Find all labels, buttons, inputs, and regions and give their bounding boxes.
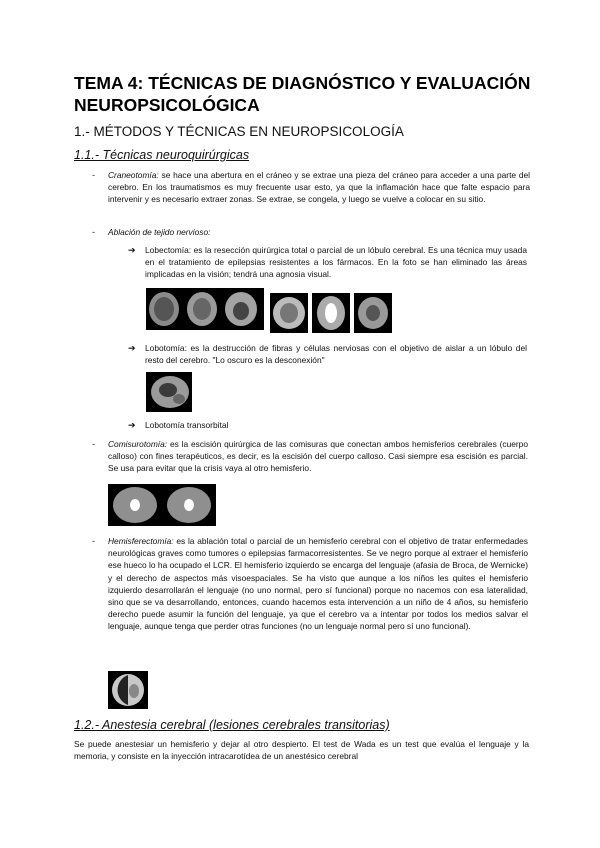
hemisferectomia-label: Hemisferectomía: [108, 536, 174, 546]
craneotomia-label: Craneotomía: [108, 170, 159, 180]
hemisferectomia-text: es la ablación total o parcial de un hemisferio cerebral con el objetivo de tratar enfermedades neurológicas graves como tumores o epilepsias farmacorresistentes. Se ve negro porque al extraer el hemisferio ese hueco lo ha ocupado el LCR. El hemisferio izquierdo se encarga del lenguaje (afasia de Broca, de Wernicke) y el derecho de aspectos más visoespaciales. Se ha visto que aunque a los niños les quites el hemisferio izquierdo desarrollarán el lenguaje (no uno normal, pero sí funcional) porque no nacemos con esa lateralidad, sino que se va desarrollando, entonces, cuando hacemos esta intervención a un niño de 4 años, su hemisferio derecho puede asumir la función del lenguaje, ya que el cerebro va a intentar por todos los medios salvar el lenguaje, aunque tenga que perder otras funciones (no un lenguaje normal pero sí uno funcional). [108, 536, 528, 632]
section-heading: 1.- MÉTODOS Y TÉCNICAS EN NEUROPSICOLOGÍA [74, 124, 404, 139]
arrow-marker: ➔ [128, 245, 136, 255]
bullet-marker: - [92, 536, 95, 546]
comisurotomia-label: Comisurotomía: [108, 439, 168, 449]
lobotomia-transorbital-label: Lobotomía transorbital [145, 420, 229, 430]
lobectomia-paragraph: Lobectomía: es la resección quirúrgica total o parcial de un lóbulo cerebral. Es una técnica muy usada en el tratamiento de epilepsias resistentes a los fármacos. En la foto se han eliminado las áreas implicadas en la visión; tendrá una agnosia visual. [145, 245, 527, 280]
subsection-heading-2: 1.2.- Anestesia cerebral (lesiones cerebrales transitorias) [74, 718, 390, 732]
comisurotomia-paragraph [108, 438, 528, 475]
lobotomy-mri-image [146, 372, 192, 412]
anestesia-paragraph: Se puede anestesiar un hemisferio y dejar al otro despierto. El test de Wada es un test que evalúa el lenguaje y la memoria, y consiste en la inyección intracarotídea de un anestésico cerebral [74, 739, 529, 762]
comisurotomia-mri-image [108, 484, 216, 526]
arrow-marker: ➔ [128, 343, 136, 353]
bullet-marker: - [92, 227, 95, 237]
comisurotomia-text: es la escisión quirúrgica de las comisuras que conectan ambos hemisferios cerebrales (cuerpo calloso) con fines terapéuticos, es decir, es la escisión del cuerpo calloso. Casi siempre esa escisión es parcial. Se usa para evitar que la crisis vaya al otro hemisferio. [108, 439, 528, 474]
arrow-marker: ➔ [128, 420, 136, 430]
lobectomy-mri-image-a [146, 288, 264, 330]
bullet-marker: - [92, 439, 95, 449]
lobectomy-mri-image-b [268, 288, 394, 333]
craneotomia-paragraph [108, 169, 530, 206]
lobotomia-paragraph: Lobotomía: es la destrucción de fibras y células nerviosas con el objetivo de aislar a un lóbulo del resto del cerebro. "Lo oscuro es la desconexión" [145, 343, 527, 366]
hemisferectomia-paragraph [108, 535, 528, 633]
page-title: TEMA 4: TÉCNICAS DE DIAGNÓSTICO Y EVALUACIÓN NEUROPSICOLÓGICA [74, 73, 531, 115]
hemisferectomia-mri-image [108, 671, 148, 709]
craneotomia-text: se hace una abertura en el cráneo y se extrae una pieza del cráneo para acceder a una parte del cerebro. En los traumatismos es muy frecuente usar esto, ya que la inflamación hace que falte espacio para intervenir y es necesario extraer zonas. Se extrae, se congela, y luego se vuelve a colocar en su sitio. [108, 170, 530, 205]
subsection-heading-1: 1.1.- Técnicas neuroquirúrgicas [74, 148, 250, 162]
ablacion-label: Ablación de tejido nervioso: [108, 227, 211, 237]
bullet-marker: - [92, 170, 95, 180]
